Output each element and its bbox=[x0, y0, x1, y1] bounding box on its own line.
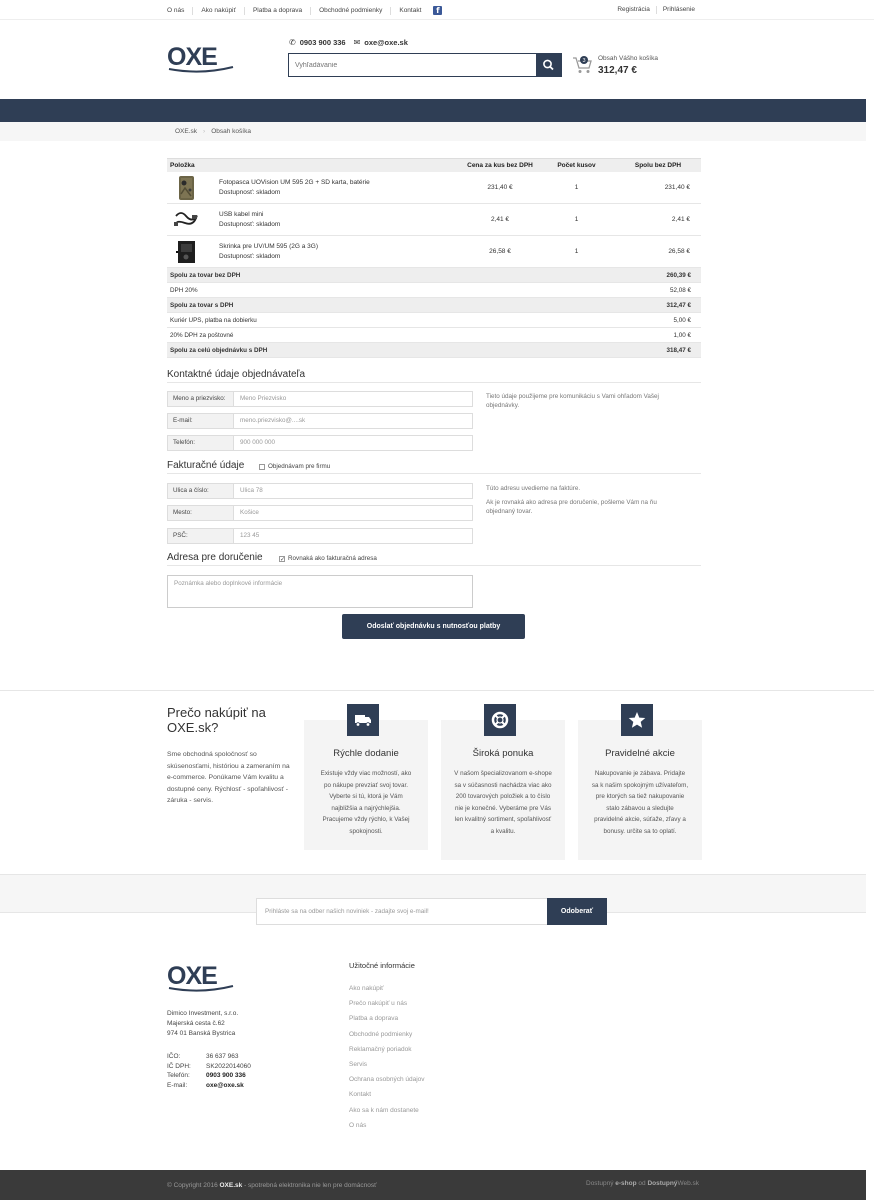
header-phone[interactable]: 0903 900 336 bbox=[299, 38, 346, 47]
product-name[interactable]: Fotopasca UOVision UM 595 2G + SD karta, batérie bbox=[219, 178, 370, 186]
why-section bbox=[0, 690, 874, 874]
feature-title: Široká ponuka bbox=[472, 748, 534, 759]
cart-count: 3 bbox=[582, 58, 586, 64]
summary-row: Spolu za tovar bez DPH 260,39 € bbox=[167, 268, 701, 283]
product-name[interactable]: USB kabel mini bbox=[219, 210, 264, 218]
email-field[interactable]: E-mail: meno.priezvisko@....sk bbox=[167, 413, 473, 429]
summary-row: DPH 20% 52,08 € bbox=[167, 283, 701, 298]
name-input[interactable]: Meno Priezvisko bbox=[240, 395, 287, 402]
header-qty: Počet kusov bbox=[557, 162, 596, 169]
feature-title: Pravidelné akcie bbox=[605, 748, 675, 759]
product-stock: Dostupnosť: skladom bbox=[219, 188, 281, 196]
made-by[interactable]: Dostupný e-shop od DostupnýWeb.sk bbox=[586, 1180, 699, 1187]
search-input[interactable] bbox=[289, 54, 536, 76]
phone-icon: ✆ bbox=[289, 38, 296, 47]
submit-order-button[interactable]: Odoslať objednávku s nutnosťou platby bbox=[342, 614, 525, 639]
feature-title: Rýchle dodanie bbox=[333, 748, 399, 759]
topnav-contact[interactable]: Kontakt bbox=[390, 7, 429, 15]
billing-note-2: Ak je rovnaká ako adresa pre doručenie, pošleme Vám na ňu objednaný tovar. bbox=[486, 499, 657, 515]
feature-text: Existuje vždy viac možností, ako po nákupe prevziať svoj tovar. Vyberte si tú, ktorá je Vám najbližšia a najrýchlejšia. Pracujeme vždy rýchlo, k Vašej spokojnosti. bbox=[320, 770, 412, 835]
svg-text:OXE: OXE bbox=[167, 962, 217, 990]
topnav-payment[interactable]: Platba a doprava bbox=[244, 7, 310, 15]
product-total: 26,58 € bbox=[668, 248, 690, 255]
facebook-icon[interactable]: f bbox=[433, 6, 442, 15]
company-name: Dimico Investment, s.r.o. bbox=[167, 1010, 239, 1017]
footer-link[interactable]: Ako nakúpiť bbox=[349, 985, 384, 992]
ico-value: 36 637 963 bbox=[206, 1053, 239, 1060]
bottom-bar bbox=[0, 1170, 866, 1200]
zip-input[interactable]: 123 45 bbox=[240, 532, 260, 539]
product-total: 231,40 € bbox=[664, 184, 690, 191]
city-field[interactable]: Mesto: Košice bbox=[167, 505, 473, 521]
divider bbox=[167, 565, 701, 566]
topnav-how-to-buy[interactable]: Ako nakúpiť bbox=[192, 7, 244, 15]
top-nav bbox=[167, 6, 442, 15]
table-row bbox=[167, 204, 701, 236]
logo[interactable] bbox=[167, 42, 235, 76]
product-qty: 1 bbox=[574, 248, 579, 255]
footer-links bbox=[349, 985, 425, 1137]
contact-note: Tieto údaje použijeme pre komunikáciu s Vami ohľadom Vašej objednávky. bbox=[486, 393, 659, 409]
cart-table-header bbox=[167, 158, 701, 172]
summary-row: Kuriér UPS, platba na dobierku 5,00 € bbox=[167, 313, 701, 328]
search-icon bbox=[536, 54, 561, 76]
product-total: 2,41 € bbox=[671, 216, 690, 223]
footer-link[interactable]: Kontakt bbox=[349, 1091, 372, 1099]
header-unit-price: Cena za kus bez DPH bbox=[467, 162, 533, 169]
breadcrumb-separator: › bbox=[203, 128, 206, 135]
header-email[interactable]: oxe@oxe.sk bbox=[364, 38, 408, 47]
product-image-camera-trap[interactable] bbox=[173, 174, 199, 202]
topnav-about[interactable]: O nás bbox=[167, 6, 185, 14]
svg-text:OXE: OXE bbox=[167, 43, 217, 71]
search-bar bbox=[288, 53, 562, 77]
footer-link[interactable]: Ako sa k nám dostanete bbox=[349, 1106, 419, 1114]
footer-link[interactable]: Servis bbox=[349, 1060, 368, 1068]
delivery-section-title: Adresa pre doručenie bbox=[167, 552, 263, 563]
product-price: 2,41 € bbox=[490, 216, 510, 223]
footer-link[interactable]: Reklamačný poriadok bbox=[349, 1045, 412, 1053]
cart-label: Obsah Vášho košíka bbox=[598, 55, 658, 62]
summary-row: Spolu za celú objednávku s DPH 318,47 € bbox=[167, 343, 701, 358]
product-name[interactable]: Skrinka pre UV/UM 595 (2G a 3G) bbox=[219, 242, 318, 250]
why-text: Sme obchodná spoločnosť so skúsenosťami, históriou a zameraním na e-commerce. Ponúkame Vám kvalitu a dostupné ceny. Rýchlosť - spoľahlivosť - záruka - servis. bbox=[167, 751, 290, 804]
phone-input[interactable]: 900 000 000 bbox=[240, 439, 276, 446]
vat-value: SK2022014060 bbox=[206, 1062, 251, 1070]
search-button[interactable] bbox=[536, 54, 561, 76]
product-qty: 1 bbox=[574, 216, 579, 223]
main-nav-bar bbox=[0, 99, 866, 122]
account-nav bbox=[611, 6, 701, 14]
breadcrumb-home[interactable]: OXE.sk bbox=[175, 128, 198, 135]
newsletter-input[interactable]: Prihláste sa na odber našich noviniek - zadajte svoj e-mail! bbox=[256, 898, 548, 925]
top-bar bbox=[0, 0, 874, 20]
footer-link[interactable]: Platba a doprava bbox=[349, 1015, 399, 1023]
divider bbox=[167, 382, 701, 383]
breadcrumb-bar bbox=[0, 122, 866, 141]
feature-card bbox=[578, 720, 702, 860]
why-title: Prečo nakúpiť na OXE.sk? bbox=[167, 705, 266, 735]
product-price: 26,58 € bbox=[489, 248, 511, 255]
product-stock: Dostupnosť: skladom bbox=[219, 220, 281, 228]
footer-links-title: Užitočné informácie bbox=[349, 961, 415, 970]
cart-total: 312,47 € bbox=[598, 65, 637, 76]
table-row bbox=[167, 236, 701, 268]
lifebuoy-icon bbox=[484, 704, 516, 736]
product-qty: 1 bbox=[574, 184, 579, 191]
breadcrumb bbox=[175, 128, 251, 135]
footer-ids: IČO: 36 637 963 IČ DPH: SK2022014060 Telefón: 0903 900 336 E-mail: oxe@oxe.sk bbox=[167, 1053, 251, 1089]
header-item: Položka bbox=[170, 162, 195, 169]
company-street: Majerská cesta č.62 bbox=[167, 1020, 225, 1027]
header-total: Spolu bez DPH bbox=[634, 162, 682, 169]
product-price: 231,40 € bbox=[487, 184, 513, 191]
product-image-usb-cable[interactable] bbox=[173, 206, 199, 234]
footer-link[interactable]: Prečo nakúpiť u nás bbox=[349, 1000, 408, 1008]
company-city: 974 01 Banská Bystrica bbox=[167, 1030, 236, 1037]
subscribe-button[interactable]: Odoberať bbox=[547, 898, 607, 925]
email-input[interactable]: meno.priezvisko@....sk bbox=[240, 417, 306, 424]
cart-icon bbox=[572, 55, 594, 75]
same-address-checkbox[interactable]: ✓ Rovnaká ako fakturačná adresa bbox=[280, 555, 377, 563]
street-field[interactable]: Ulica a číslo: Ulica 78 bbox=[167, 483, 473, 499]
footer-address bbox=[167, 1009, 238, 1039]
product-image-box[interactable] bbox=[173, 238, 199, 266]
name-field[interactable]: Meno a priezvisko: Meno Priezvisko bbox=[167, 391, 473, 407]
table-row bbox=[167, 172, 701, 204]
footer-link[interactable]: O nás bbox=[349, 1121, 367, 1129]
envelope-icon: ✉ bbox=[353, 38, 361, 47]
star-icon bbox=[621, 704, 653, 736]
header-contacts bbox=[289, 38, 408, 47]
truck-icon bbox=[347, 704, 379, 736]
phone-field[interactable]: Telefón: 900 000 000 bbox=[167, 435, 473, 451]
city-input[interactable]: Košice bbox=[240, 509, 259, 516]
summary-row: 20% DPH za poštovné 1,00 € bbox=[167, 328, 701, 343]
footer-logo[interactable] bbox=[167, 961, 235, 995]
footer-email[interactable]: oxe@oxe.sk bbox=[206, 1081, 244, 1089]
copyright: © Copyright 2016 OXE.sk - spotrebná elektronika nie len pre domácnosť bbox=[167, 1182, 377, 1189]
register-link[interactable]: Registrácia bbox=[617, 6, 650, 13]
breadcrumb-current: Obsah košíka bbox=[211, 128, 251, 135]
street-input[interactable]: Ulica 78 bbox=[240, 487, 263, 494]
billing-section-title: Fakturačné údaje bbox=[167, 460, 245, 471]
product-stock: Dostupnosť: skladom bbox=[219, 252, 281, 260]
billing-note: Túto adresu uvedieme na faktúre. bbox=[486, 485, 581, 492]
zip-field[interactable]: PSČ: 123 45 bbox=[167, 528, 473, 544]
footer-link[interactable]: Ochrana osobných údajov bbox=[349, 1076, 425, 1084]
login-link[interactable]: Prihlásenie bbox=[656, 6, 701, 14]
cart-table bbox=[167, 158, 701, 358]
company-checkbox[interactable]: Objednávam pre firmu bbox=[259, 463, 330, 470]
footer-phone[interactable]: 0903 900 336 bbox=[206, 1072, 246, 1079]
feature-text: V našom špecializovanom e-shope sa v súčasnosti nachádza viac ako 200 tovarových položiek a to číslo nie je konečné. Vyberáme pre Vás len kvalitný sortiment, spoľahlivosť a kvalitu. bbox=[454, 770, 552, 835]
feature-card bbox=[304, 720, 428, 850]
note-textarea[interactable]: Poznámka alebo doplnkové informácie bbox=[167, 575, 473, 608]
summary-row: Spolu za tovar s DPH 312,47 € bbox=[167, 298, 701, 313]
feature-card bbox=[441, 720, 565, 860]
topnav-terms[interactable]: Obchodné podmienky bbox=[310, 7, 390, 15]
contact-section-title: Kontaktné údaje objednávateľa bbox=[167, 369, 306, 380]
divider bbox=[167, 473, 701, 474]
footer-link[interactable]: Obchodné podmienky bbox=[349, 1030, 413, 1038]
feature-text: Nakupovanie je zábava. Pridajte sa k našim spokojným užívateľom, pre ktorých sa tiež nakupovanie stalo zábavou a sledujte pravidelné akcie, súťaže, zľavy a bonusy. určite sa to oplatí. bbox=[591, 770, 689, 835]
